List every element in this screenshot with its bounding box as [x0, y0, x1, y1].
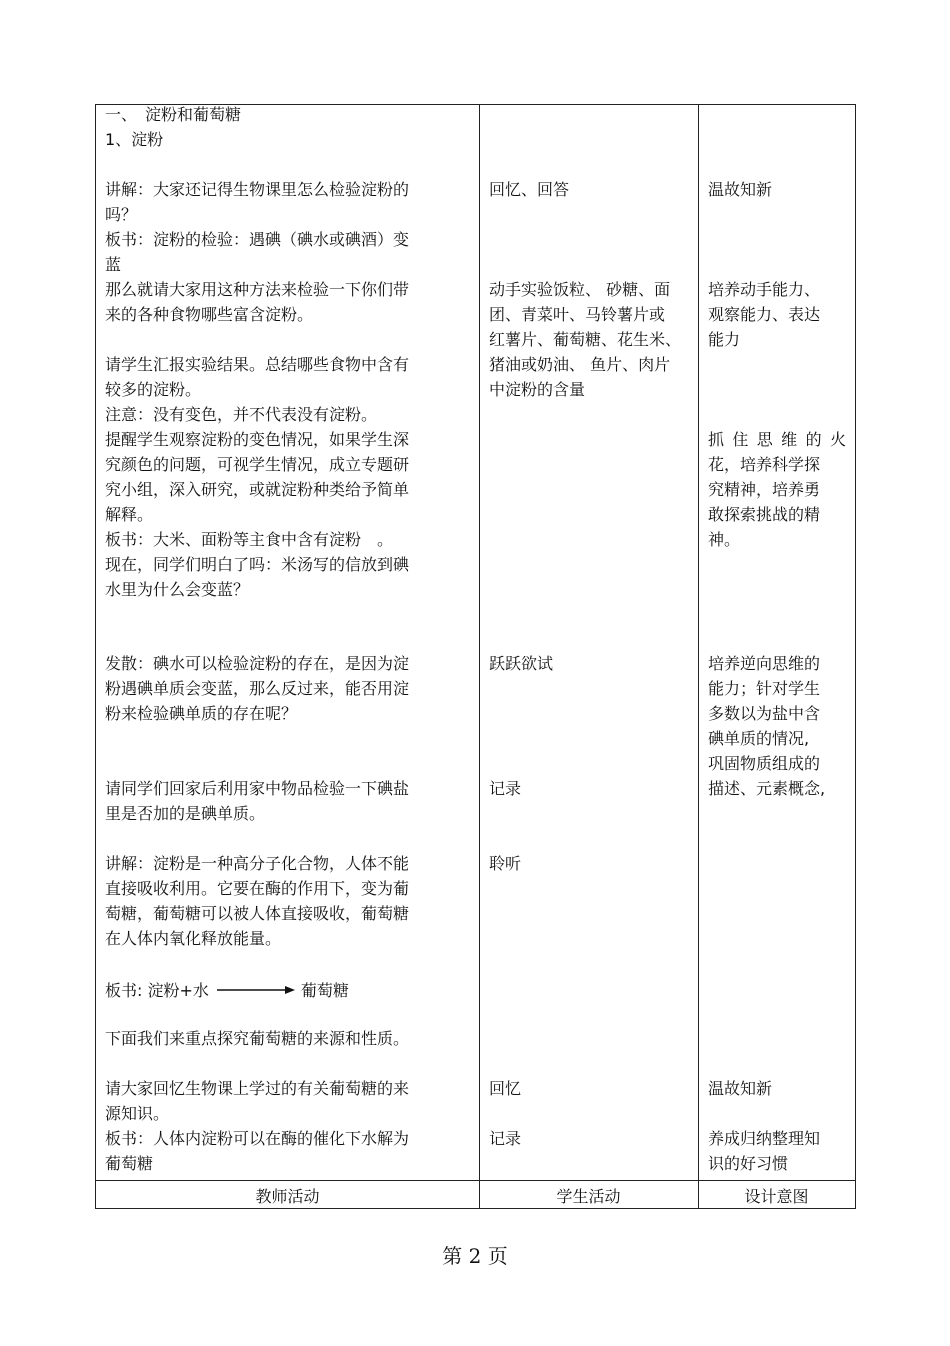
- student-text: 猪油或奶油、 鱼片、肉片: [489, 355, 671, 374]
- student-text: 回忆: [489, 1079, 522, 1098]
- teacher-text: 发散：碘水可以检验淀粉的存在，是因为淀: [105, 654, 410, 673]
- teacher-text: 请同学们回家后利用家中物品检验一下碘盐: [105, 779, 410, 798]
- formula-product: 葡萄糖: [300, 981, 349, 1000]
- design-text: [708, 427, 846, 452]
- teacher-text: 直接吸收利用。它要在酶的作用下，变为葡: [105, 879, 410, 898]
- column-header-design: 设计意图: [744, 1187, 809, 1206]
- teacher-text: 现在，同学们明白了吗：米汤写的信放到碘: [105, 555, 410, 574]
- teacher-text: 提醒学生观察淀粉的变色情况，如果学生深: [105, 430, 410, 449]
- teacher-text: 注意：没有变色，并不代表没有淀粉。: [105, 405, 378, 424]
- teacher-text: 粉来检验碘单质的存在呢？: [105, 704, 298, 723]
- design-text: 养成归纳整理知: [708, 1129, 821, 1148]
- teacher-text: 究小组，深入研究，或就淀粉种类给予简单: [105, 480, 410, 499]
- page-number: 第 2 页: [442, 1244, 508, 1268]
- teacher-text: 里是否加的是碘单质。: [105, 804, 266, 823]
- student-text: 记录: [489, 1129, 522, 1148]
- student-text: 红薯片、葡萄糖、花生米、: [489, 330, 682, 349]
- teacher-text: 讲解：淀粉是一种高分子化合物，人体不能: [105, 854, 410, 873]
- student-text: 记录: [489, 779, 522, 798]
- teacher-text: 板书：淀粉的检验：遇碘（碘水或碘酒）变: [105, 230, 410, 249]
- design-text: 能力: [708, 330, 741, 349]
- design-text: 花，培养科学探: [708, 455, 821, 474]
- reaction-arrow-icon: [217, 984, 295, 996]
- student-text: 动手实验饭粒、 砂糖、面: [489, 280, 671, 299]
- student-text: 聆听: [489, 854, 522, 873]
- column-header-student: 学生活动: [556, 1187, 621, 1206]
- design-char: 的: [805, 430, 822, 449]
- teacher-text: 下面我们来重点探究葡萄糖的来源和性质。: [105, 1029, 410, 1048]
- column-header-teacher: 教师活动: [255, 1187, 320, 1206]
- design-text: 究精神，培养勇: [708, 480, 821, 499]
- teacher-text: 萄糖，葡萄糖可以被人体直接吸收，葡萄糖: [105, 904, 410, 923]
- teacher-text: 讲解：大家还记得生物课里怎么检验淀粉的: [105, 180, 410, 199]
- teacher-text: 板书：大米、面粉等主食中含有淀粉 。: [105, 530, 394, 549]
- design-text: 巩固物质组成的: [708, 754, 821, 773]
- design-char: 思: [756, 430, 773, 449]
- design-text: 温故知新: [708, 1079, 773, 1098]
- teacher-text: 在人体内氧化释放能量。: [105, 929, 282, 948]
- design-text: 多数以为盐中含: [708, 704, 821, 723]
- design-text: 神。: [708, 530, 741, 549]
- design-text: 识的好习惯: [708, 1154, 789, 1173]
- teacher-text: 较多的淀粉。: [105, 380, 202, 399]
- student-text: 团、青菜叶、马铃薯片或: [489, 305, 666, 324]
- subsection-heading: 1、淀粉: [105, 130, 164, 149]
- teacher-text: 请学生汇报实验结果。总结哪些食物中含有: [105, 355, 410, 374]
- design-text: 观察能力、表达: [708, 305, 821, 324]
- student-text: 回忆、回答: [489, 180, 570, 199]
- section-heading: 一、 淀粉和葡萄糖: [105, 105, 242, 124]
- design-char: 住: [732, 430, 749, 449]
- design-text: 培养逆向思维的: [708, 654, 821, 673]
- teacher-text: 请大家回忆生物课上学过的有关葡萄糖的来: [105, 1079, 410, 1098]
- teacher-text: 解释。: [105, 505, 154, 524]
- teacher-text: 吗？: [105, 205, 138, 224]
- column-divider: [698, 105, 699, 1208]
- teacher-text: 板书：人体内淀粉可以在酶的催化下水解为: [105, 1129, 410, 1148]
- teacher-text: 究颜色的问题，可视学生情况，成立专题研: [105, 455, 410, 474]
- design-text: 能力；针对学生: [708, 679, 821, 698]
- student-text: 中淀粉的含量: [489, 380, 586, 399]
- design-text: 碘单质的情况,: [708, 729, 810, 748]
- design-char: 抓: [708, 430, 725, 449]
- column-divider: [479, 105, 480, 1208]
- teacher-text: 粉遇碘单质会变蓝，那么反过来，能否用淀: [105, 679, 410, 698]
- teacher-text: 蓝: [105, 255, 122, 274]
- formula-reactants: 板书: 淀粉+水: [105, 981, 209, 1000]
- design-text: 培养动手能力、: [708, 280, 821, 299]
- teacher-text: 那么就请大家用这种方法来检验一下你们带: [105, 280, 410, 299]
- teacher-text: 源知识。: [105, 1104, 170, 1123]
- design-text: 敢探索挑战的精: [708, 505, 821, 524]
- lesson-plan-table: [95, 104, 856, 1209]
- teacher-text: 水里为什么会变蓝？: [105, 580, 250, 599]
- teacher-text: 葡萄糖: [105, 1154, 154, 1173]
- design-text: 描述、元素概念,: [708, 779, 826, 798]
- design-char: 维: [781, 430, 798, 449]
- teacher-text: 来的各种食物哪些富含淀粉。: [105, 305, 314, 324]
- student-text: 跃跃欲试: [489, 654, 554, 673]
- design-char: 火: [829, 430, 846, 449]
- design-text: 温故知新: [708, 180, 773, 199]
- reaction-formula: [105, 977, 349, 1002]
